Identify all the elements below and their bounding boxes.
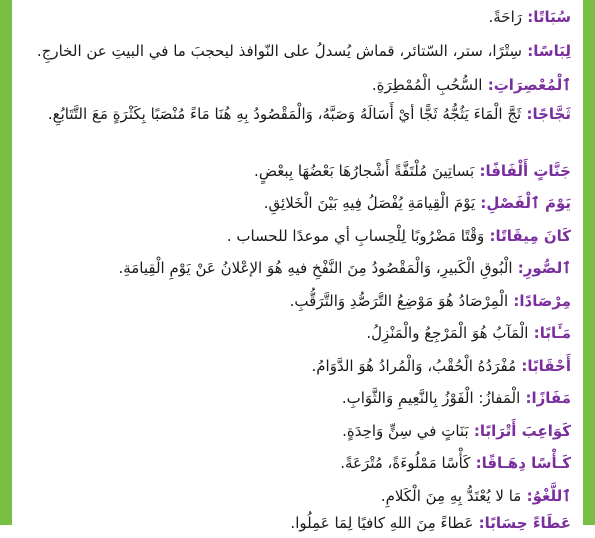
glossary-definition: الْبُوقِ الْكَبيرِ، وَالْمَقْصُودُ مِنَ النَّفْخِ فيهِ هُوَ الإعْلانُ عَنْ يَوْمِ الْقِيامَةِ. [118, 259, 513, 277]
glossary-definition: السُّحُبِ الْمُمْطِرَةِ. [371, 76, 483, 94]
glossary-entry: أَحْقَابًا: مُفْرَدُهُ الْحُقْبُ، وَالْمُرادُ هُوَ الدَّوَامُ. [311, 357, 571, 375]
glossary-term: ٱلْمُعْصِرَاتِ [493, 76, 571, 94]
glossary-definition: كَأْسًا مَمْلُوءَةً، مُتْرَعَةً. [340, 454, 471, 472]
glossary-entry: كَانَ مِيقَاتًا: وَقْتًا مَضْرُوبًا لِلْحِسابِ أي موعدًا للحساب . [226, 227, 571, 245]
glossary-definition: مُفْرَدُهُ الْحُقْبُ، وَالْمُرادُ هُوَ الدَّوَامُ. [311, 357, 517, 375]
glossary-term: مِرْصَادًا [519, 292, 571, 310]
glossary-definition: الْمَفازُ: الْفَوْزُ بِالنَّعِيمِ وَالثَّوَابِ. [341, 389, 521, 407]
glossary-definition: سِتْرًا، ستر، السّتائر، قماش يُسدلُ على النّوافذ ليحجبَ ما في البيتِ عن الخارجِ. [36, 42, 522, 60]
glossary-definition: وَقْتًا مَضْرُوبًا لِلْحِسابِ أي موعدًا للحساب . [226, 227, 485, 245]
glossary-definition: بَساتِينَ مُلْتَفَّةً أَشْجارُهَا بَعْضُهَا بِبعْضٍ. [254, 162, 475, 180]
glossary-term: سُبَاتًا [533, 8, 571, 26]
glossary-entry: ٱلْمُعْصِرَاتِ: السُّحُبِ الْمُمْطِرَةِ. [371, 76, 571, 94]
glossary-entry: عَطَاءً حِسَابًا: عَطاءً مِنَ اللهِ كافيًا لِمَا عَمِلُوا. [290, 514, 571, 532]
glossary-entry: سُبَاتًا: رَاحَةً. [488, 8, 571, 26]
glossary-entry: مَفَازًا: الْمَفازُ: الْفَوْزُ بِالنَّعِيمِ وَالثَّوَابِ. [341, 389, 571, 407]
glossary-term: أَحْقَابًا [527, 357, 571, 375]
glossary-definition: يَوْمَ الْقِيامَةِ يُفْصَلُ فِيهِ بَيْنَ الْخَلائِقِ. [263, 194, 476, 212]
glossary-entry: مَـَٔابًا: الْمَآبُ هُوَ الْمَرْجِعُ والْمَنْزِلُ. [366, 324, 571, 342]
glossary-term: يَوْمَ ٱلْفَصْلِ [486, 194, 571, 212]
glossary-entry: ٱللَّغْوُ: مَا لا يُعْتَدُّ بِهِ مِنَ الْكَلامِ. [380, 487, 571, 505]
glossary-entry: لِبَاسًا: سِتْرًا، ستر، السّتائر، قماش يُسدلُ على النّوافذ ليحجبَ ما في البيتِ عن الخارجِ. [36, 42, 571, 60]
glossary-term: مَفَازًا [531, 389, 571, 407]
glossary-entry: مِرْصَادًا: الْمِرْصَادُ هُوَ مَوْضِعُ التَّرَصُّدِ وَالتَّرَقُّبِ. [289, 292, 571, 310]
glossary-term: مَـَٔابًا [539, 324, 571, 342]
glossary-entry: كَـأْسًا دِهَـاقًا: كَأْسًا مَمْلُوءَةً، مُتْرَعَةً. [340, 454, 571, 472]
glossary-definition: الْمَآبُ هُوَ الْمَرْجِعُ والْمَنْزِلُ. [366, 324, 529, 342]
glossary-entry: كَوَاعِبَ أَتْرَابًا: بَنَاتٍ في سِنٍّ وَاحِدَةٍ. [342, 422, 571, 440]
glossary-term: كَـأْسًا دِهَـاقًا [481, 454, 571, 472]
glossary-definition: رَاحَةً. [488, 8, 522, 26]
glossary-entry: ثَجَّاجًا: ثَجَّ الْمَاءَ يَثُجُّهُ ثَجًّا أيْ أَسَالَهُ وَصَبَّهُ، وَالْمَقْصُودُ بِهِ هُنَا مَاءً مُنْصَبًا بِكَثْرَةٍ مَعَ التَّتَابُعِ. [47, 105, 571, 123]
glossary-term: عَطَاءً حِسَابًا [484, 514, 571, 532]
glossary-term: ٱلصُّورِ [523, 259, 571, 277]
glossary-definition: بَنَاتٍ في سِنٍّ وَاحِدَةٍ. [342, 422, 469, 440]
glossary-entry: يَوْمَ ٱلْفَصْلِ: يَوْمَ الْقِيامَةِ يُفْصَلُ فِيهِ بَيْنَ الْخَلائِقِ. [263, 194, 571, 212]
glossary-definition: عَطاءً مِنَ اللهِ كافيًا لِمَا عَمِلُوا. [290, 514, 474, 532]
glossary-definition: الْمِرْصَادُ هُوَ مَوْضِعُ التَّرَصُّدِ وَالتَّرَقُّبِ. [289, 292, 509, 310]
glossary-term: لِبَاسًا [533, 42, 571, 60]
glossary-definition: مَا لا يُعْتَدُّ بِهِ مِنَ الْكَلامِ. [380, 487, 522, 505]
glossary-definition: ثَجَّ الْمَاءَ يَثُجُّهُ ثَجًّا أيْ أَسَالَهُ وَصَبَّهُ، وَالْمَقْصُودُ بِهِ هُنَا مَاءً مُنْصَبًا بِكَثْرَةٍ مَعَ التَّتَابُعِ. [47, 105, 522, 123]
glossary-term: ثَجَّاجًا [532, 105, 571, 123]
glossary-term: جَنَّاتٍ أَلْفَافًا [485, 162, 571, 180]
glossary-term: كَانَ مِيقَاتًا [495, 227, 571, 245]
glossary-entry: ٱلصُّورِ: الْبُوقِ الْكَبيرِ، وَالْمَقْصُودُ مِنَ النَّفْخِ فيهِ هُوَ الإعْلانُ عَنْ يَوْمِ الْقِيامَةِ. [118, 259, 571, 277]
glossary-term: ٱللَّغْوُ [532, 487, 571, 505]
glossary-term: كَوَاعِبَ أَتْرَابًا [479, 422, 571, 440]
glossary-entry: جَنَّاتٍ أَلْفَافًا: بَساتِينَ مُلْتَفَّةً أَشْجارُهَا بَعْضُهَا بِبعْضٍ. [254, 162, 571, 180]
